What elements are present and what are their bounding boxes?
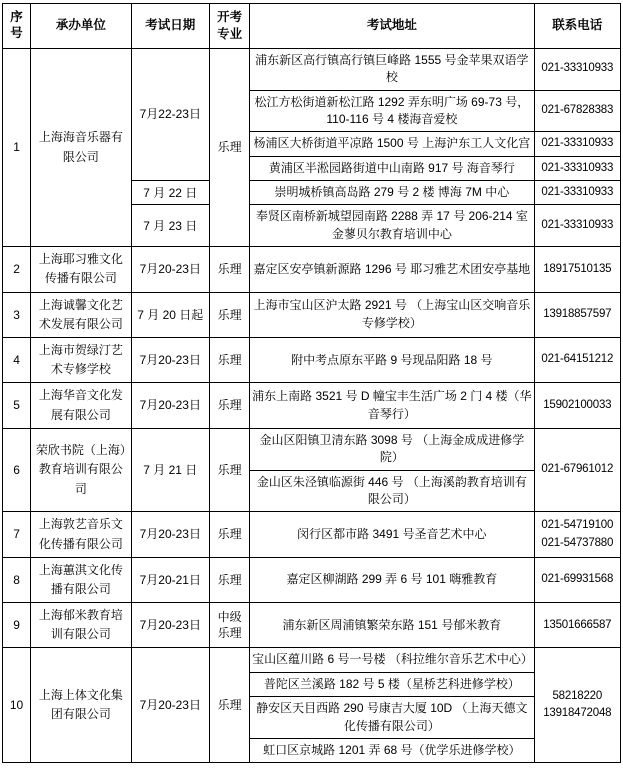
cell-phone: 021-33310933 — [534, 205, 620, 247]
cell-org: 上海诚馨文化艺术发展有限公司 — [31, 292, 131, 337]
column-header-date: 考试日期 — [131, 4, 209, 49]
cell-address: 宝山区蕴川路 6 号一号楼 （科拉维尔音乐艺术中心） — [250, 648, 534, 672]
cell-seq: 3 — [3, 292, 31, 337]
cell-phone — [534, 648, 620, 763]
column-header-phone: 联系电话 — [534, 4, 620, 49]
table-row — [3, 48, 621, 90]
cell-org: 上海郁米教育培训有限公司 — [31, 603, 131, 648]
cell-address: 嘉定区柳湖路 299 弄 6 号 101 嗨雅教育 — [250, 557, 534, 602]
table-row — [3, 247, 621, 292]
cell-date: 7 月 20 日起 — [131, 292, 209, 337]
cell-date: 7月20-23日 — [131, 648, 209, 763]
cell-org: 上海上体文化集团有限公司 — [31, 648, 131, 763]
cell-phone: 13918857597 — [534, 292, 620, 337]
cell-phone: 18917510135 — [534, 247, 620, 292]
cell-address: 浦东新区高行镇高行镇巨峰路 1555 号金苹果双语学校 — [250, 48, 534, 90]
cell-level: 乐理 — [209, 247, 249, 292]
cell-address: 附中考点原东平路 9 号现品阳路 18 号 — [250, 338, 534, 383]
cell-phone: 021-33310933 — [534, 48, 620, 90]
table-row — [3, 512, 621, 557]
cell-seq: 5 — [3, 383, 31, 428]
cell-date: 7 月 21 日 — [131, 428, 209, 512]
cell-address: 静安区天目西路 290 号康吉大厦 10D （上海天德文化传播有限公司） — [250, 697, 534, 739]
cell-address: 崇明城桥镇高岛路 279 号 2 楼 博海 7M 中心 — [250, 181, 534, 205]
cell-phone: 021-64151212 — [534, 338, 620, 383]
cell-date: 7月20-23日 — [131, 512, 209, 557]
column-header-org: 承办单位 — [31, 4, 131, 49]
column-header-address: 考试地址 — [250, 4, 534, 49]
cell-address: 黄浦区半淞园路街道中山南路 917 号 海音琴行 — [250, 156, 534, 180]
cell-level: 乐理 — [209, 428, 249, 512]
cell-address: 虹口区京城路 1201 弄 68 号（优学乐进修学校） — [250, 739, 534, 763]
table-row — [3, 292, 621, 337]
table-row — [3, 338, 621, 383]
table-row — [3, 603, 621, 648]
cell-level: 乐理 — [209, 512, 249, 557]
cell-address: 浦东新区周浦镇繁荣东路 151 号郁米教育 — [250, 603, 534, 648]
column-header-level: 开考专业 — [209, 4, 249, 49]
cell-phone: 021-67961012 — [534, 428, 620, 512]
table-row — [3, 557, 621, 602]
phone-line: 021-54737880 — [541, 536, 614, 549]
cell-org: 上海华音文化发展有限公司 — [31, 383, 131, 428]
cell-address: 嘉定区安亭镇新源路 1296 号 耶习雅艺术团安亭基地 — [250, 247, 534, 292]
cell-address: 松江方松街道新松江路 1292 弄东明广场 69-73 号，110-116 号 4 楼海音爱校 — [250, 90, 534, 132]
cell-seq: 2 — [3, 247, 31, 292]
cell-address: 杨浦区大桥街道平凉路 1500 号 上海沪东工人文化宫 — [250, 132, 534, 156]
cell-phone: 021-67828383 — [534, 90, 620, 132]
cell-seq: 10 — [3, 648, 31, 763]
cell-address: 闵行区都市路 3491 号圣音艺术中心 — [250, 512, 534, 557]
cell-level: 乐理 — [209, 383, 249, 428]
cell-date: 7月20-23日 — [131, 603, 209, 648]
cell-org: 上海敦艺音乐文化传播有限公司 — [31, 512, 131, 557]
cell-seq: 6 — [3, 428, 31, 512]
phone-line: 58218220 — [552, 690, 603, 703]
cell-level: 中级乐理 — [209, 603, 249, 648]
cell-level: 乐理 — [209, 292, 249, 337]
cell-date: 7月20-23日 — [131, 383, 209, 428]
cell-org: 上海蕙淇文化传播有限公司 — [31, 557, 131, 602]
exam-schedule-table — [2, 3, 621, 763]
cell-phone: 021-33310933 — [534, 181, 620, 205]
table-row — [3, 648, 621, 672]
cell-date: 7月22-23日 — [131, 48, 209, 180]
cell-phone: 021-33310933 — [534, 132, 620, 156]
cell-org: 上海市贺绿汀艺术专修学校 — [31, 338, 131, 383]
cell-date: 7 月 23 日 — [131, 205, 209, 247]
cell-level: 乐理 — [209, 557, 249, 602]
phone-line: 021-54719100 — [541, 519, 614, 532]
cell-phone: 13501666587 — [534, 603, 620, 648]
cell-address: 上海市宝山区沪太路 2921 号 （上海宝山区交响音乐专修学校） — [250, 292, 534, 337]
cell-phone: 15902100033 — [534, 383, 620, 428]
cell-address: 普陀区兰溪路 182 号 5 楼（星桥艺科进修学校） — [250, 672, 534, 696]
cell-seq: 9 — [3, 603, 31, 648]
cell-address: 浦东上南路 3521 号 D 幢宝丰生活广场 2 门 4 楼（华音琴行） — [250, 383, 534, 428]
cell-org: 荣欣书院（上海）教育培训有限公司 — [31, 428, 131, 512]
cell-level: 乐理 — [209, 48, 249, 247]
phone-line: 13918472048 — [543, 707, 612, 720]
table-row — [3, 428, 621, 470]
column-header-seq: 序号 — [3, 4, 31, 49]
table-row — [3, 383, 621, 428]
cell-address: 金山区阳镇卫清东路 3098 号 （上海金成成进修学院） — [250, 428, 534, 470]
cell-seq: 8 — [3, 557, 31, 602]
cell-seq: 7 — [3, 512, 31, 557]
cell-phone: 021-69931568 — [534, 557, 620, 602]
cell-level: 乐理 — [209, 648, 249, 763]
cell-seq: 1 — [3, 48, 31, 247]
cell-address: 金山区朱泾镇临源街 446 号 （上海溪韵教育培训有限公司） — [250, 470, 534, 512]
cell-date: 7 月 22 日 — [131, 181, 209, 205]
cell-date: 7月20-23日 — [131, 338, 209, 383]
cell-date: 7月20-21日 — [131, 557, 209, 602]
cell-seq: 4 — [3, 338, 31, 383]
cell-phone — [534, 512, 620, 557]
cell-level: 乐理 — [209, 338, 249, 383]
table-header-row — [3, 4, 621, 49]
cell-phone: 021-33310933 — [534, 156, 620, 180]
cell-address: 奉贤区南桥新城望园南路 2288 弄 17 号 206-214 室 金蓼贝尔教育培训中心 — [250, 205, 534, 247]
cell-org: 上海海音乐器有限公司 — [31, 48, 131, 247]
cell-org: 上海耶习雅文化传播有限公司 — [31, 247, 131, 292]
cell-date: 7月20-23日 — [131, 247, 209, 292]
